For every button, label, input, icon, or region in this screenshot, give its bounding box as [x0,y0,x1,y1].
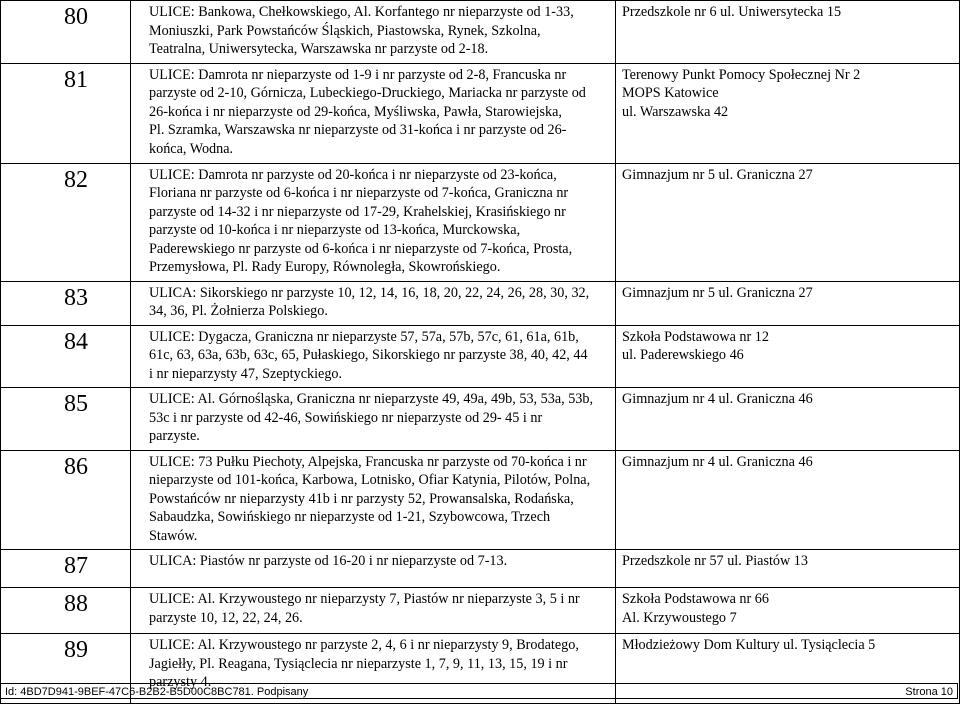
streets-cell [131,281,616,325]
streets-line: ULICA: Piastów nr parzyste od 16-20 i nr nieparzyste od 7-13. [149,553,508,569]
streets-line: parzysty 4. [149,674,212,690]
streets-line: parzyste. [149,428,200,444]
row-number: 82 [1,163,131,281]
streets-line: Powstańców nr nieparzysty 41b i nr parzysty 52, Prowansalska, Rodańska, [149,490,574,507]
table-row [1,1,960,64]
row-number: 85 [1,388,131,451]
streets-line: i nr nieparzysty 47, Szeptyckiego. [149,365,343,382]
streets-line: ULICA: Sikorskiego nr parzyste 10, 12, 14, 16, 18, 20, 22, 24, 26, 28, 30, 32, [149,284,590,301]
table-row [1,325,960,388]
row-number: 80 [1,1,131,64]
school-line: Gimnazjum nr 4 ul. Graniczna 46 [622,453,813,470]
streets-line: ULICE: 73 Pułku Piechoty, Alpejska, Francuska nr parzyste od 70-końca i nr [149,453,587,470]
streets-cell [131,588,616,634]
streets-line: 34, 36, Pl. Żołnierza Polskiego. [149,303,328,319]
streets-cell [131,450,616,550]
streets-line: Stawów. [149,527,198,544]
table-row [1,450,960,550]
school-line: MOPS Katowice [622,85,719,101]
streets-line: ULICE: Bankowa, Chełkowskiego, Al. Korfantego nr nieparzyste od 1-33, [149,4,574,20]
row-number: 86 [1,450,131,550]
school-cell [616,325,960,388]
document-id: Id: 4BD7D941-9BEF-47C6-B2B2-B5D00C8BC781. Podpisany [5,686,309,698]
school-line: ul. Paderewskiego 46 [622,347,744,363]
streets-line: ULICE: Damrota nr nieparzyste od 1-9 i nr parzyste od 2-8, Francuska nr [149,66,567,83]
streets-line: Przemysłowa, Pl. Rady Europy, Równoległa, Skowrońskiego. [149,259,501,275]
page-number: Strona 10 [905,686,953,698]
streets-line: Pl. Szramka, Warszawska nr nieparzyste od 31-końca i nr parzyste od 26- [149,122,567,138]
streets-line: końca, Wodna. [149,140,234,157]
streets-cell [131,550,616,588]
streets-cell [131,63,616,163]
streets-line: parzyste od 10-końca i nr nieparzyste od 13-końca, Murckowska, [149,222,521,238]
school-cell [616,163,960,281]
table-row [1,163,960,281]
streets-line: ULICE: Al. Górnośląska, Graniczna nr nieparzyste 49, 49a, 49b, 53, 53a, 53b, [149,391,594,407]
streets-line: 53c i nr parzyste od 42-46, Sowińskiego nr nieparzyste od 29- 45 i nr [149,409,543,426]
streets-line: Teatralna, Uniwersytecka, Warszawska nr parzyste od 2-18. [149,41,489,57]
table-body [1,1,960,704]
table-row [1,388,960,451]
school-cell [616,388,960,451]
school-line: Przedszkole nr 57 ul. Piastów 13 [622,553,808,569]
school-cell [616,550,960,588]
streets-cell [131,325,616,388]
streets-line: ULICE: Al. Krzywoustego nr nieparzysty 7, Piastów nr nieparzyste 3, 5 i nr [149,591,580,607]
school-cell [616,63,960,163]
table-row [1,63,960,163]
school-line: Szkoła Podstawowa nr 12 [622,328,769,345]
streets-line: ULICE: Dygacza, Graniczna nr nieparzyste 57, 57a, 57b, 57c, 61, 61a, 61b, [149,328,579,345]
school-line: Młodzieżowy Dom Kultury ul. Tysiąclecia 5 [622,637,876,653]
school-line: Terenowy Punkt Pomocy Społecznej Nr 2 [622,66,861,83]
streets-line: 61c, 63, 63a, 63b, 63c, 65, Pułaskiego, Sikorskiego nr parzyste 38, 40, 42, 44 [149,347,588,363]
table-row [1,588,960,634]
streets-line: nieparzyste od 101-końca, Karbowa, Lotnisko, Ofiar Katynia, Pilotów, Polna, [149,472,591,488]
streets-line: parzyste od 2-10, Górnicza, Lubeckiego-Druckiego, Mariacka nr parzyste od [149,85,586,101]
school-line: Szkoła Podstawowa nr 66 [622,591,769,607]
streets-line: Sabaudzka, Sowińskiego nr nieparzyste od 1-21, Szybowcowa, Trzech [149,509,551,525]
school-cell [616,281,960,325]
row-number: 88 [1,588,131,634]
table-row [1,550,960,588]
streets-line: ULICE: Al. Krzywoustego nr parzyste 2, 4, 6 i nr nieparzysty 9, Brodatego, [149,637,579,653]
streets-cell [131,1,616,64]
school-cell [616,450,960,550]
streets-line: Moniuszki, Park Powstańców Śląskich, Piastowska, Rynek, Szkolna, [149,22,541,39]
streets-line: Floriana nr parzyste od 6-końca i nr nieparzyste od 7-końca, Graniczna nr [149,185,569,201]
streets-line: Jagiełły, Pl. Reagana, Tysiąclecia nr nieparzyste 1, 7, 9, 11, 13, 15, 19 i nr [149,655,568,672]
document-footer [0,683,958,699]
school-cell [616,1,960,64]
school-line: ul. Warszawska 42 [622,103,729,120]
streets-cell [131,163,616,281]
school-line: Gimnazjum nr 5 ul. Graniczna 27 [622,284,813,301]
row-number: 83 [1,281,131,325]
row-number: 84 [1,325,131,388]
row-number: 81 [1,63,131,163]
streets-line: parzyste 10, 12, 22, 24, 26. [149,609,303,626]
row-number: 89 [1,634,131,704]
streets-line: Paderewskiego nr parzyste od 6-końca i nr nieparzyste od 7-końca, Prosta, [149,240,573,257]
school-line: Gimnazjum nr 5 ul. Graniczna 27 [622,166,813,183]
streets-line: 26-końca i nr nieparzyste od 29-końca, Myśliwska, Pawła, Starowiejska, [149,103,562,120]
row-number: 87 [1,550,131,588]
streets-line: ULICE: Damrota nr parzyste od 20-końca i nr nieparzyste od 23-końca, [149,166,557,183]
school-cell [616,588,960,634]
school-line: Al. Krzywoustego 7 [622,609,737,626]
streets-cell [131,388,616,451]
school-line: Przedszkole nr 6 ul. Uniwersytecka 15 [622,4,842,20]
streets-line: parzyste od 14-32 i nr nieparzyste od 17-29, Krahelskiej, Krasińskiego nr [149,203,566,220]
table-row [1,281,960,325]
school-line: Gimnazjum nr 4 ul. Graniczna 46 [622,391,813,407]
